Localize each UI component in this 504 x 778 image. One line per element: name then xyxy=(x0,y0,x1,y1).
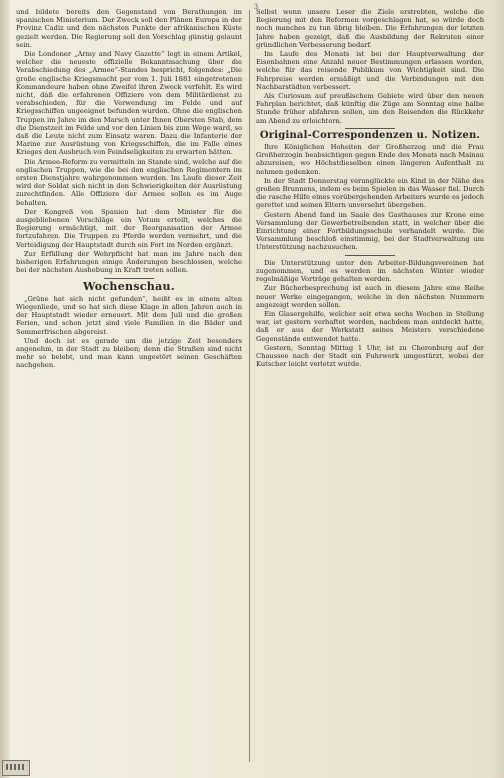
left-paragraph: Die Armee-Reform zu vermitteln im Stande sind, welche auf die englischen Truppen, wie die bei den englischen Regimentern im ersten Dienstjahre wahrgenommen wurden. Im Laufe dieser Zeit wird der Soldat sich nicht in den Schwierigkeiten der Ausrüstung zurechtfinden. Alle Offiziere der Armee sollen es im Auge behalten. xyxy=(16,157,242,207)
left-paragraph: und bildete bereits den Gegenstand von Berathungen im spanischen Ministerium. Der Zweck soll den Plänen Europa in der Provinz Cadiz und den nächsten Punkte der afrikanischen Küste gezielt werden. Die Regierung soll den Vorschlag günstig gelaunt sein. xyxy=(16,8,242,49)
section-divider xyxy=(345,255,395,256)
right-paragraph: Ein Glasergehilfe, welcher seit etwa sechs Wochen in Stellung war, ist gestern verhaftet worden, nachdem man entdeckt hatte, daß er aus der Werkstatt seines Meisters verschiedene Gegenstände entwendet hatte. xyxy=(256,309,484,343)
right-paragraph: Im Laufe des Monats ist bei der Hauptverwaltung der Eisenbahnen eine Anzahl neuer Bestimmungen erlassen worden, welche für das reisende Publikum von Wichtigkeit sind. Die Fahrpreise werden ermäßigt und die Verbindungen mit den Nachbarstädten verbessert. xyxy=(256,50,484,91)
left-paragraph: Und doch ist es gerade um die jetzige Zeit besonders angenehm, in der Stadt zu bleiben; denn die Straßen sind nicht mehr so belebt, und man kann ungestört seinen Geschäften nachgehen. xyxy=(16,336,242,370)
page-right-edge xyxy=(490,0,504,778)
left-paragraph: Der Kongreß von Spanien hat dem Minister für die ausgebliebenen Vorschläge ein Votum erteilt, welches die Regierung ermächtigt, mit der Reorganisation der Armee fortzufahren. Die Truppen zu Pferde werden vermehrt, und die Verteidigung der Hauptstadt durch ein Fort im Norden ergänzt. xyxy=(16,207,242,249)
right-paragraph: Ihre Königlichen Hoheiten der Großherzog und die Frau Großherzogin beabsichtigen gegen Ende des Monats nach Mainau abzureisen, wo Höchstdieselben einen längeren Aufenthalt zu nehmen gedenken. xyxy=(256,143,484,176)
left-column xyxy=(16,8,242,764)
right-paragraph: Als Curiosum auf preußischem Gebiete wird über den neuen Fahrplan berichtet, daß künftig die Züge am Sonntag eine halbe Stunde früher abfahren sollen, um den Reisenden die Rückkehr am Abend zu erleichtern. xyxy=(256,92,484,125)
library-stamp-icon xyxy=(2,760,30,776)
page-binding-edge xyxy=(0,0,10,778)
column-rule xyxy=(249,10,250,762)
section-divider xyxy=(104,278,154,279)
original-correspondence-heading: Original-Correspondenzen u. Notizen. xyxy=(259,129,481,141)
right-paragraph: Gestern, Sonntag Mittag 1 Uhr, ist zu Cheronburg auf der Chaussee nach der Stadt ein Fuhrwerk umgestürzt, wobei der Kutscher leicht verletzt wurde. xyxy=(256,343,484,369)
right-paragraph: Selbst wenn unsere Leser die Ziele erstrebten, welche die Regierung mit den Reformen vorgeschlagen hat, so würde doch noch manches zu tun übrig bleiben. Die Erfahrungen der letzten Jahre haben gezeigt, daß die Ausbildung der Rekruten einer gründlichen Verbesserung bedarf. xyxy=(256,8,484,49)
left-paragraph: Zur Erfüllung der Wehrpflicht hat man im Jahre nach den bisherigen Erfahrungen einige Änderungen beschlossen, welche bei der nächsten Aushebung in Kraft treten sollen. xyxy=(16,249,242,275)
right-column xyxy=(256,8,484,764)
left-paragraph: Die Londoner „Army and Navy Gazette“ legt in einem Artikel, welcher die neueste offizielle Bekanntmachung über die Verabschiedung des „Armee“-Standes bespricht, folgendes: „Die große englische Kriegsmacht per vom 1. Juli 1881 eingetretenen Kommandeure haben ohne Zweifel ihren Zweck verfehlt. Es wird nicht, daß die erfahrenen Offiziere von dem Militärdienst zu verabschieden, für die Verwendung im Felde und auf Kriegsschiffen ungeeignet befunden wurden. Ohne die englischen Truppen im Jahre im den Marsch unter Ihnen Obersten Stab, dem die Dienstzeit im Felde und vor den Linien bis zum Wege ward, so daß die Leute nicht zum Einsatz waren. Dazu die Infanterie der Marine zur Ausrüstung von Kriegsschiffen, die im Falle eines Krieges den Ausbruch von Feindseligkeiten zu erwarten hätten. xyxy=(16,50,242,157)
left-paragraph: „Grüne hat sich nicht gefunden“, heißt es in einem alten Wiegenliede, und so hat sich diese Klage in allen Jahren auch in der Hauptstadt wieder erneuert. Mit dem Juli und die großen Ferien, und schon jetzt sind viele Familien in die Bäder und Sommerfrischen abgereist. xyxy=(16,294,242,336)
wochenschau-heading: Wochenschau. xyxy=(83,279,175,293)
right-paragraph: Gestern Abend fand im Saale des Gasthauses zur Krone eine Versammlung der Gewerbetreibenden statt, in welcher über die Einrichtung einer Fortbildungsschule verhandelt wurde. Die Versammlung beschloß einstimmig, bei der Stadtverwaltung um Unterstützung nachzusuchen. xyxy=(256,210,484,252)
section-divider xyxy=(345,128,395,129)
stamp-pattern xyxy=(6,764,24,770)
page-number: 3 xyxy=(253,3,259,11)
right-paragraph: In der Stadt Donnerstag verunglückte ein Kind in der Nähe des großen Brunnens, indem es beim Spielen in das Wasser fiel. Durch die rasche Hilfe eines vorübergehenden Arbeiters wurde es jedoch gerettet und seinen Eltern unversehrt übergeben. xyxy=(256,176,484,210)
right-paragraph: Die Unterstützung unter den Arbeiter-Bildungsvereinen hat zugenommen, und es werden im nächsten Winter wieder regelmäßige Vorträge gehalten werden. xyxy=(256,258,484,284)
right-paragraph: Zur Bücherbesprechung ist auch in diesem Jahre eine Reihe neuer Werke eingegangen, welche in den nächsten Nummern angezeigt werden sollen. xyxy=(256,284,484,309)
